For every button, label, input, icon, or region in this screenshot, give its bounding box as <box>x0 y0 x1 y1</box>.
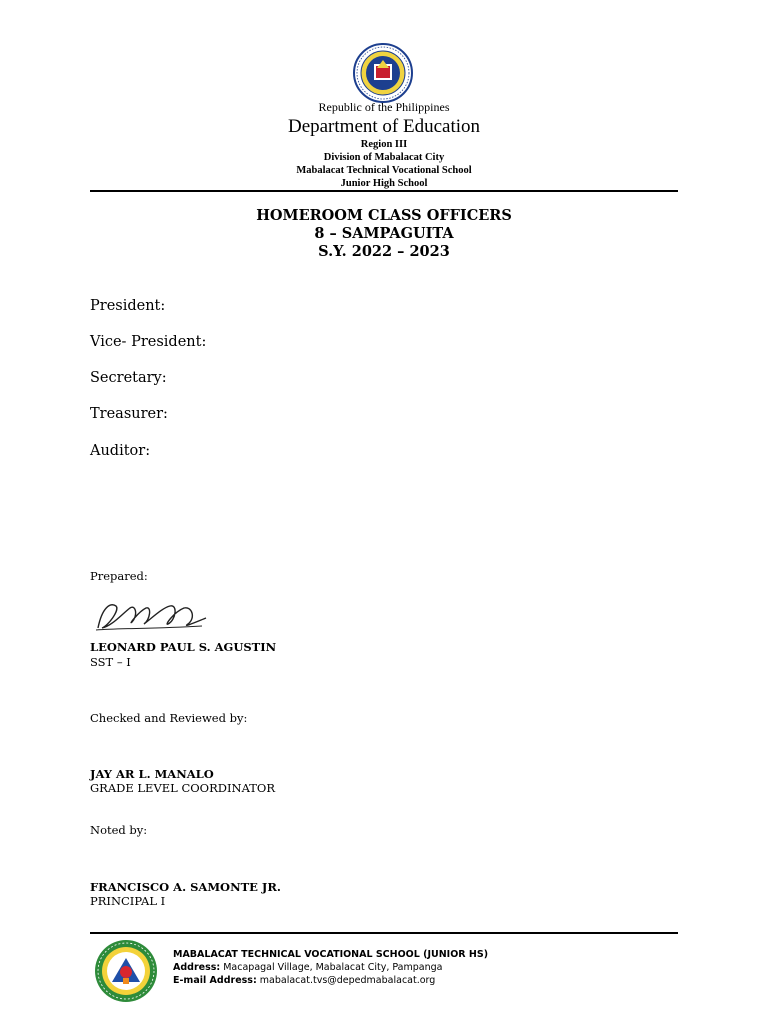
deped-seal-icon <box>345 42 421 104</box>
officer-treasurer: Treasurer: <box>90 406 168 422</box>
address-label: Address: <box>173 962 221 973</box>
footer-divider <box>90 932 678 934</box>
header-divider <box>90 190 678 192</box>
school-line: Mabalacat Technical Vocational School <box>296 165 472 176</box>
division-line: Division of Mabalacat City <box>323 152 445 163</box>
school-year: S.Y. 2022 – 2023 <box>318 243 450 260</box>
email-label: E-mail Address: <box>173 975 257 986</box>
noted-role: PRINCIPAL I <box>90 894 166 908</box>
footer-email <box>173 974 435 987</box>
prepared-role: SST – I <box>90 655 131 669</box>
republic-line: Republic of the Philippines <box>318 100 450 114</box>
checked-name: JAY AR L. MANALO <box>90 767 214 781</box>
document-title: HOMEROOM CLASS OFFICERS <box>256 207 512 224</box>
noted-label: Noted by: <box>90 823 148 837</box>
school-logo-icon <box>90 938 162 1004</box>
checked-role: GRADE LEVEL COORDINATOR <box>90 781 276 795</box>
prepared-label: Prepared: <box>90 569 148 583</box>
level-line: Junior High School <box>340 178 428 189</box>
officer-vice-president: Vice- President: <box>90 334 207 350</box>
officer-secretary: Secretary: <box>90 370 167 386</box>
email-value[interactable]: mabalacat.tvs@depedmabalacat.org <box>259 975 436 986</box>
address-value: Macapagal Village, Mabalacat City, Pampanga <box>223 962 443 973</box>
region-line: Region III <box>360 139 408 150</box>
signature-image <box>92 598 212 634</box>
checked-label: Checked and Reviewed by: <box>90 711 248 725</box>
section-title: 8 – SAMPAGUITA <box>314 225 454 242</box>
footer-school-name: MABALACAT TECHNICAL VOCATIONAL SCHOOL (JUNIOR HS) <box>173 949 489 960</box>
noted-name: FRANCISCO A. SAMONTE JR. <box>90 880 281 894</box>
officer-auditor: Auditor: <box>90 443 151 459</box>
officer-president: President: <box>90 298 166 314</box>
footer-address <box>173 961 443 974</box>
department-title: Department of Education <box>287 116 481 137</box>
prepared-name: LEONARD PAUL S. AGUSTIN <box>90 640 277 654</box>
